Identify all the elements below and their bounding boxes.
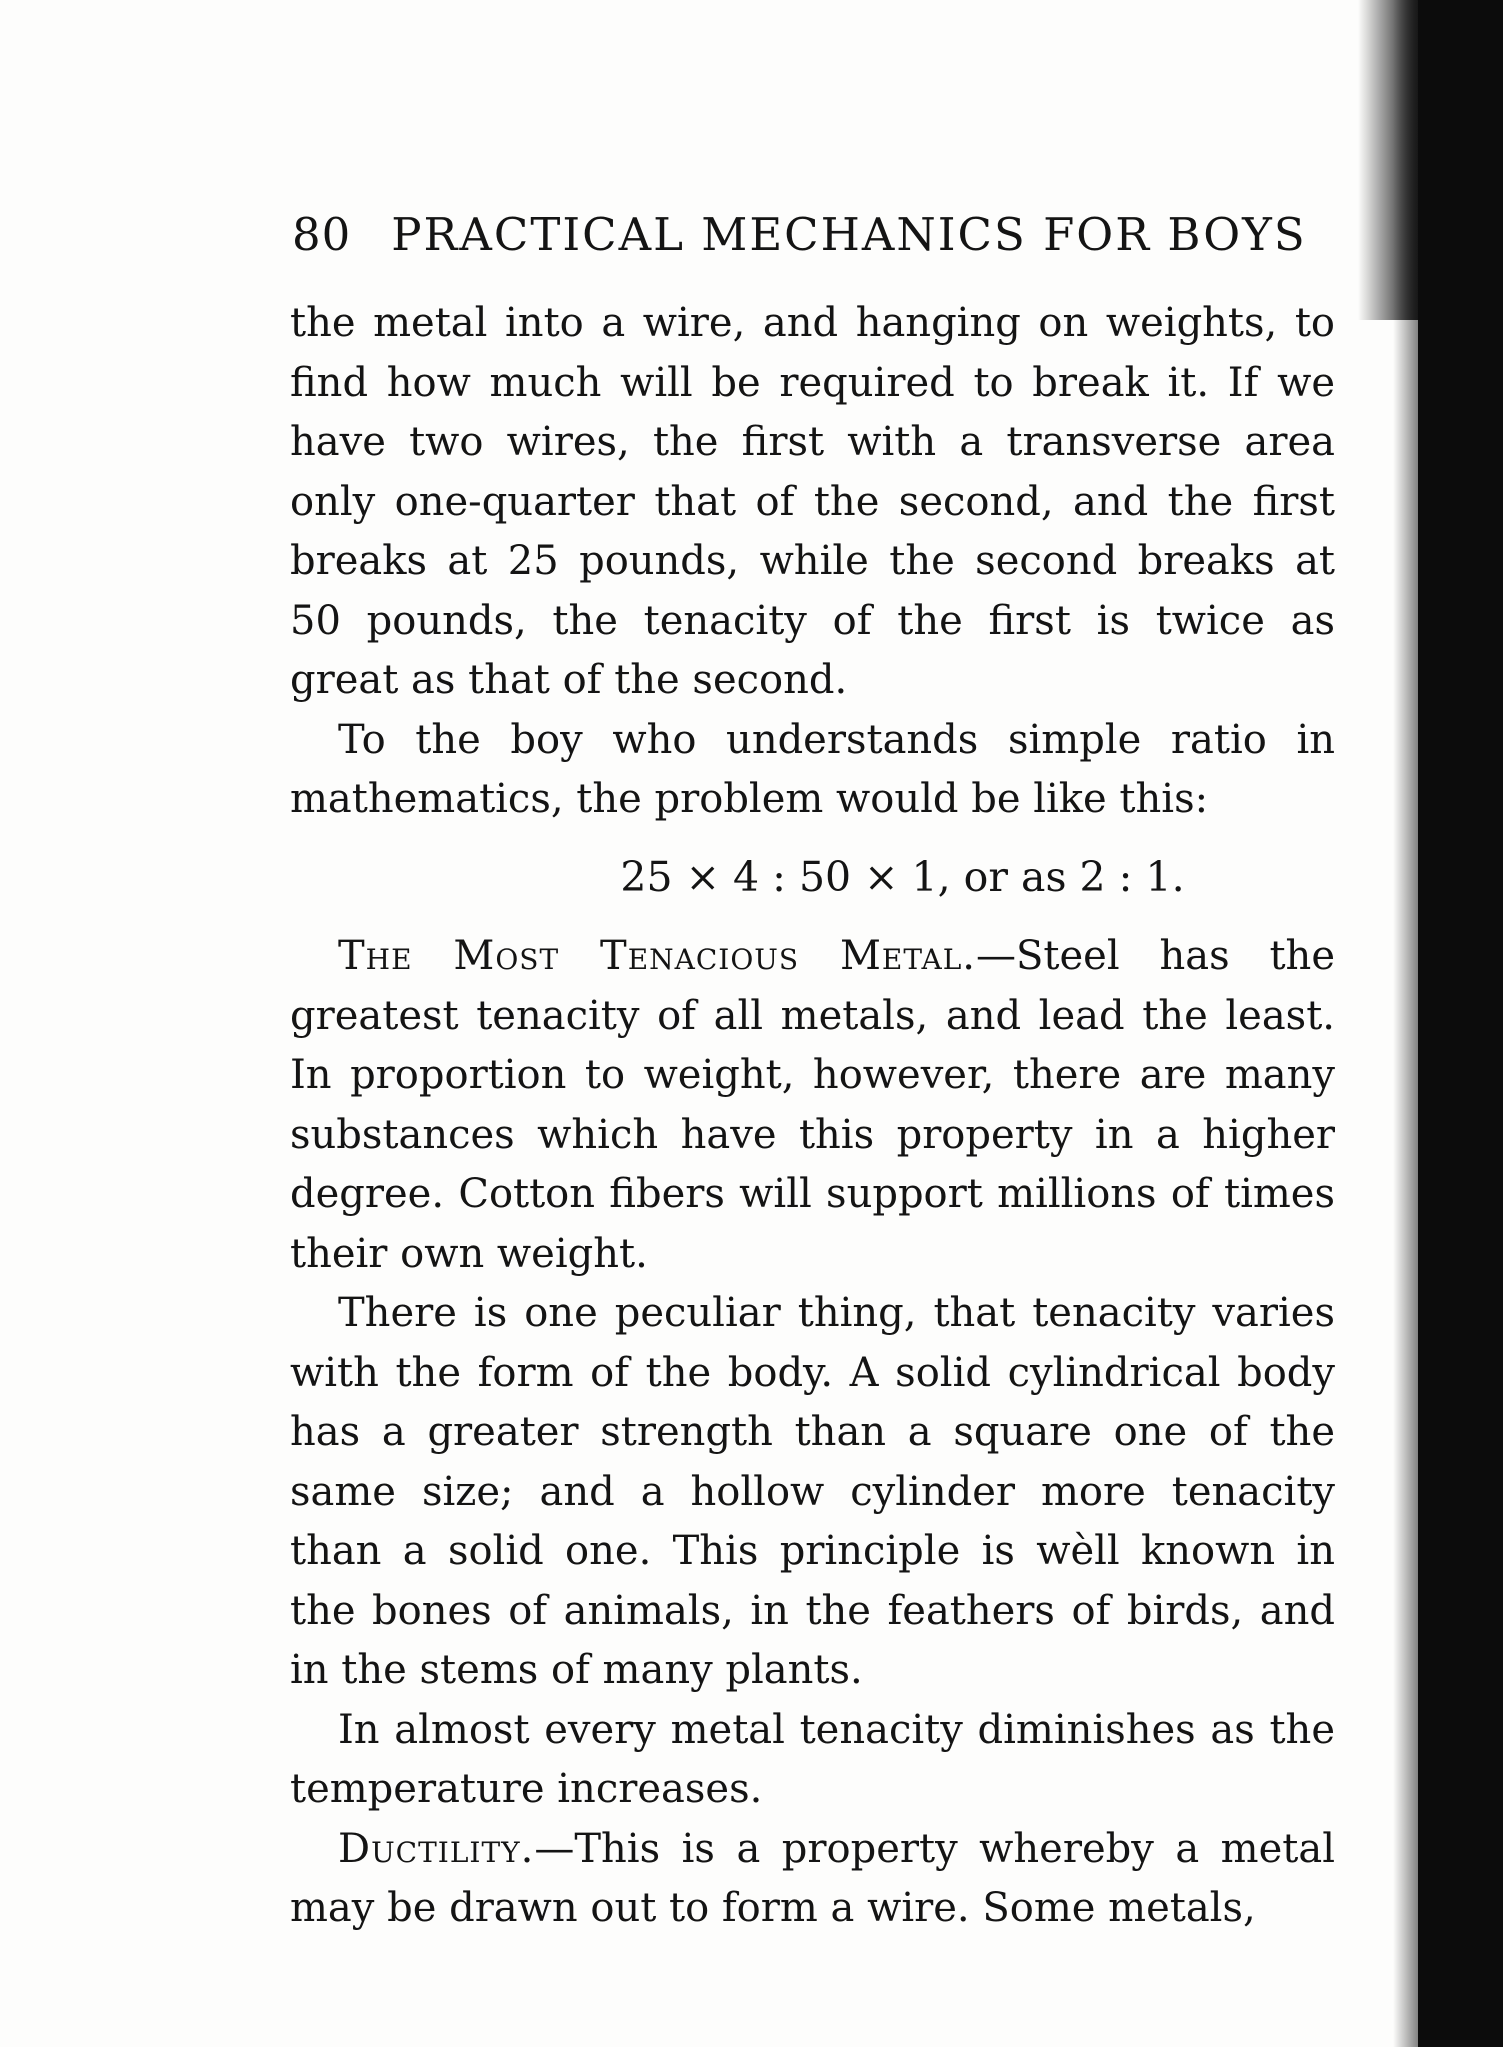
page-number: 80: [292, 208, 352, 261]
body-text: [290, 294, 1335, 1939]
paragraph-most-tenacious: [290, 927, 1335, 1284]
paragraph-form-of-body: There is one peculiar thing, that tenacity varies with the form of the body. A solid cylindrical body has a greater strength than a square one of the same size; and a hollow cylinder more tenacity than a solid one. This principle is wèll known in the bones of animals, in the feathers of birds, and in the stems of many plants.: [290, 1290, 1335, 1693]
paragraph-wire-test: the metal into a wire, and hanging on weights, to find how much will be required to break it. If we have two wires, the first with a transverse area only one-quarter that of the second, and the first breaks at 25 pounds, while the second breaks at 50 pounds, the tenacity of the first is twice as great as that of the second.: [290, 300, 1335, 703]
paragraph-most-tenacious-text: —Steel has the greatest tenacity of all metals, and lead the least. In proportion to weight, however, there are many substances which have this property in a higher degree. Cotton fibers will support millions of times their own weight.: [290, 933, 1335, 1277]
paragraph-temperature: In almost every metal tenacity diminishes as the temperature increases.: [290, 1706, 1335, 1812]
section-heading-most-tenacious-metal: The Most Tenacious Metal.: [338, 933, 977, 979]
ratio-equation: 25 × 4 : 50 × 1, or as 2 : 1.: [620, 852, 1185, 901]
section-heading-ductility: Ductility.: [338, 1825, 535, 1872]
paragraph-ductility: [290, 1820, 1335, 1939]
scanner-edge: [1418, 0, 1503, 2047]
paragraph-ratio-intro: To the boy who understands simple ratio in mathematics, the problem would be like this:: [290, 716, 1335, 822]
running-head: [292, 208, 1337, 268]
book-title: PRACTICAL MECHANICS FOR BOYS: [391, 208, 1307, 261]
paragraph-ductility-text: —This is a property whereby a metal may be drawn out to form a wire. Some metals,: [290, 1825, 1335, 1931]
